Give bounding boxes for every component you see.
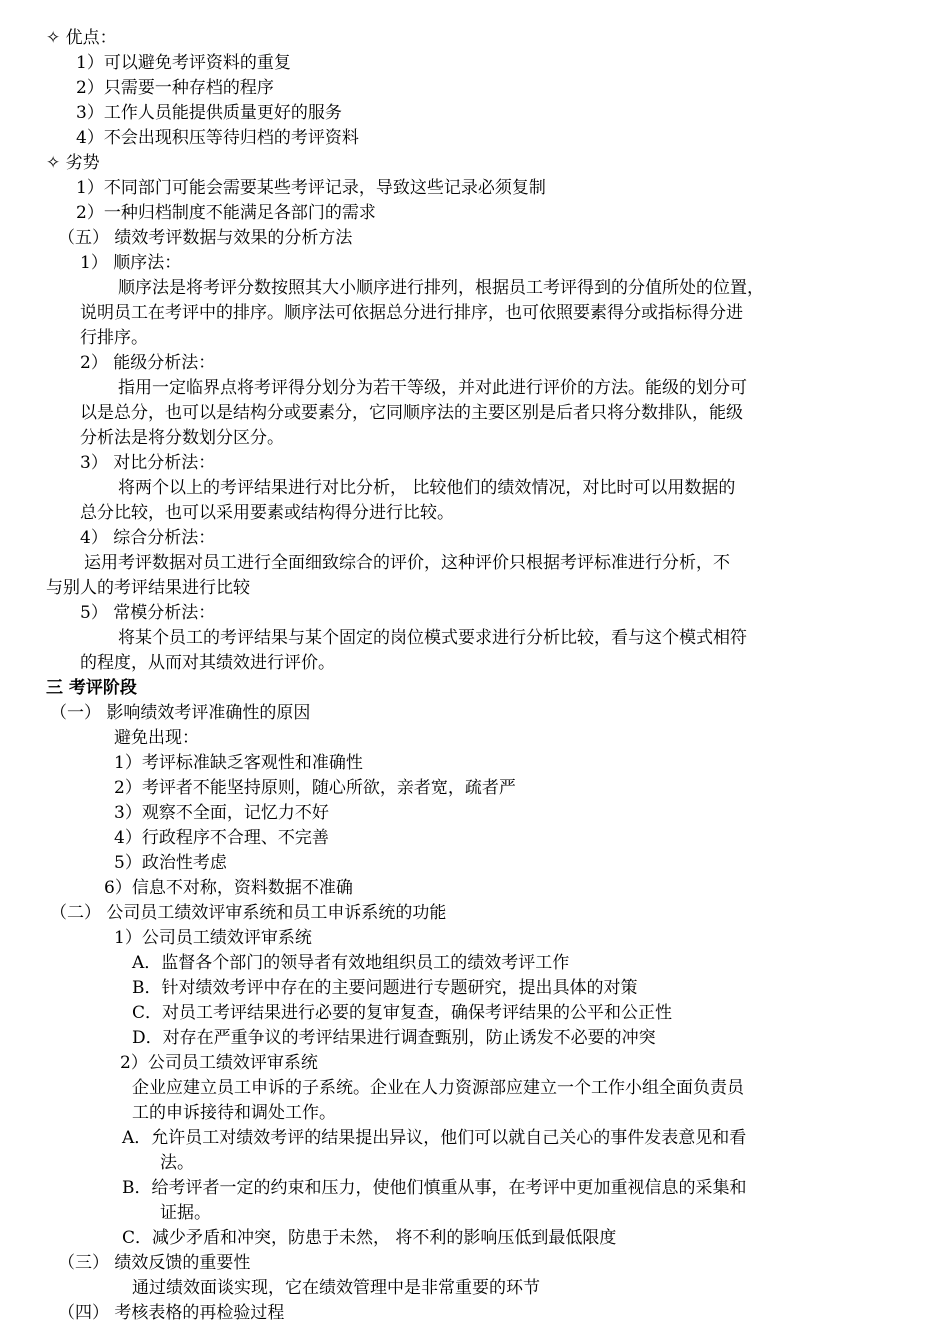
list-item: B．给考评者一定的约束和压力，使他们慎重从事，在考评中更加重视信息的采集和 — [122, 1178, 747, 1198]
paragraph-line: 与别人的考评结果进行比较 — [46, 578, 250, 598]
list-item: 1）可以避免考评资料的重复 — [76, 53, 291, 73]
section-heading: （五） 绩效考评数据与效果的分析方法 — [58, 228, 353, 248]
paragraph-line: 说明员工在考评中的排序。顺序法可依据总分进行排序，也可依照要素得分或指标得分进 — [80, 303, 743, 323]
paragraph-line: 工的申诉接待和调处工作。 — [132, 1103, 336, 1123]
section-heading: （四） 考核表格的再检验过程 — [58, 1303, 285, 1323]
paragraph-line: 运用考评数据对员工进行全面细致综合的评价，这种评价只根据考评标准进行分析，不 — [84, 553, 730, 573]
method-heading: 2） 能级分析法： — [80, 353, 216, 373]
section-heading: （一） 影响绩效考评准确性的原因 — [50, 703, 311, 723]
paragraph-line: 总分比较，也可以采用要素或结构得分进行比较。 — [80, 503, 454, 523]
paragraph-line: 指用一定临界点将考评得分划分为若干等级，并对此进行评价的方法。能级的划分可 — [118, 378, 747, 398]
advantages-heading: ✧ 优点： — [46, 28, 117, 48]
paragraph-line: 避免出现： — [114, 728, 199, 748]
paragraph-line: 顺序法是将考评分数按照其大小顺序进行排列，根据员工考评得到的分值所处的位置， — [118, 278, 764, 298]
list-item: B．针对绩效考评中存在的主要问题进行专题研究，提出具体的对策 — [132, 978, 638, 998]
list-item-continuation: 证据。 — [160, 1203, 211, 1223]
paragraph-line: 以是总分，也可以是结构分或要素分，它同顺序法的主要区别是后者只将分数排队，能级 — [80, 403, 743, 423]
disadvantages-heading: ✧ 劣势 — [46, 153, 100, 173]
paragraph-line: 的程度，从而对其绩效进行评价。 — [80, 653, 335, 673]
method-heading: 5） 常模分析法： — [80, 603, 216, 623]
paragraph-line: 将两个以上的考评结果进行对比分析， 比较他们的绩效情况，对比时可以用数据的 — [118, 478, 736, 498]
list-item: 5）政治性考虑 — [114, 853, 227, 873]
list-item-continuation: 法。 — [160, 1153, 194, 1173]
list-item: A．允许员工对绩效考评的结果提出异议，他们可以就自己关心的事件发表意见和看 — [122, 1128, 747, 1148]
paragraph-line: 通过绩效面谈实现，它在绩效管理中是非常重要的环节 — [132, 1278, 540, 1298]
subsection-heading: 2）公司员工绩效评审系统 — [120, 1053, 318, 1073]
list-item: 2）一种归档制度不能满足各部门的需求 — [76, 203, 376, 223]
chapter-heading: 三 考评阶段 — [46, 678, 137, 698]
method-heading: 3） 对比分析法： — [80, 453, 216, 473]
list-item: 1）不同部门可能会需要某些考评记录，导致这些记录必须复制 — [76, 178, 546, 198]
paragraph-line: 企业应建立员工申诉的子系统。企业在人力资源部应建立一个工作小组全面负责员 — [132, 1078, 744, 1098]
list-item: 3）观察不全面，记忆力不好 — [114, 803, 329, 823]
list-item: 4）不会出现积压等待归档的考评资料 — [76, 128, 359, 148]
list-item: 3）工作人员能提供质量更好的服务 — [76, 103, 342, 123]
list-item: 6）信息不对称，资料数据不准确 — [104, 878, 353, 898]
list-item: 2）考评者不能坚持原则，随心所欲，亲者宽，疏者严 — [114, 778, 516, 798]
paragraph-line: 行排序。 — [80, 328, 148, 348]
list-item: 4）行政程序不合理、不完善 — [114, 828, 329, 848]
section-heading: （三） 绩效反馈的重要性 — [58, 1253, 251, 1273]
method-heading: 4） 综合分析法： — [80, 528, 216, 548]
paragraph-line: 将某个员工的考评结果与某个固定的岗位模式要求进行分析比较，看与这个模式相符 — [118, 628, 747, 648]
list-item: C．减少矛盾和冲突，防患于未然， 将不利的影响压低到最低限度 — [122, 1228, 617, 1248]
list-item: 2）只需要一种存档的程序 — [76, 78, 274, 98]
list-item: 1）考评标准缺乏客观性和准确性 — [114, 753, 363, 773]
section-heading: （二） 公司员工绩效评审系统和员工申诉系统的功能 — [50, 903, 447, 923]
subsection-heading: 1）公司员工绩效评审系统 — [114, 928, 312, 948]
paragraph-line: 分析法是将分数划分区分。 — [80, 428, 284, 448]
method-heading: 1） 顺序法： — [80, 253, 182, 273]
list-item: A．监督各个部门的领导者有效地组织员工的绩效考评工作 — [132, 953, 570, 973]
list-item: C．对员工考评结果进行必要的复审复查，确保考评结果的公平和公正性 — [132, 1003, 673, 1023]
list-item: D．对存在严重争议的考评结果进行调查甄别，防止诱发不必要的冲突 — [132, 1028, 656, 1048]
